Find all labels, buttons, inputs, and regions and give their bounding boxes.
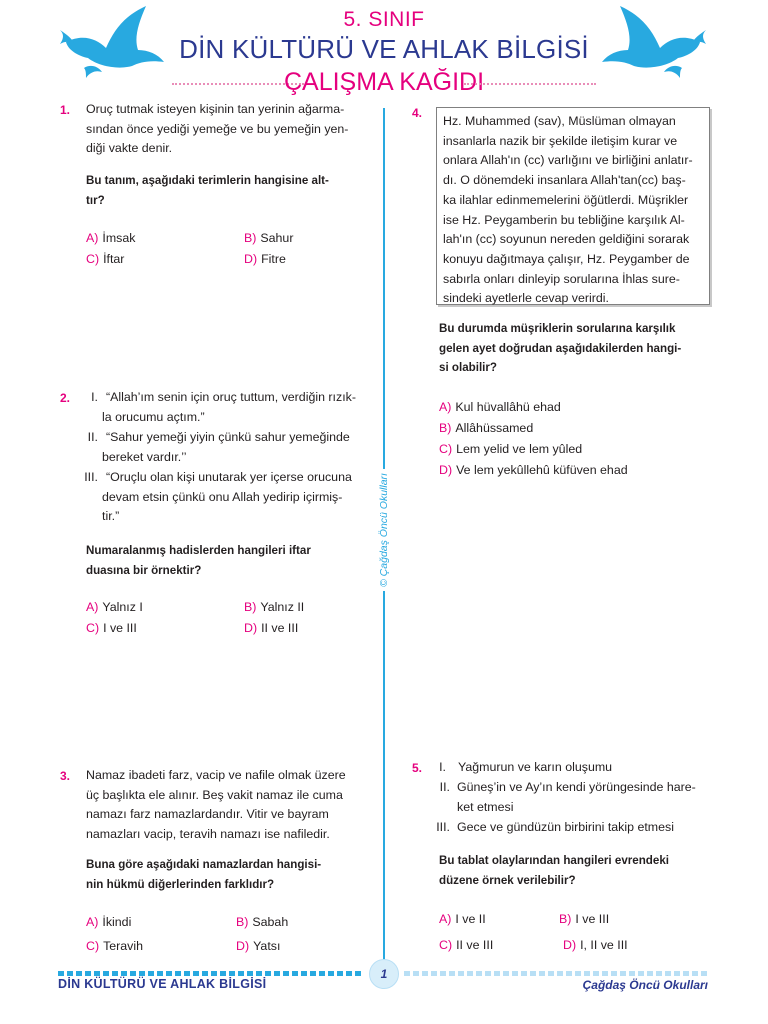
footer-subject: DİN KÜLTÜRÜ VE AHLAK BİLGİSİ — [58, 977, 267, 991]
stem-line: sından önce yediği yemeğe ve bu yemeğin yen- — [86, 121, 349, 136]
prompt-line: Buna göre aşağıdaki namazlardan hangisi- — [86, 858, 322, 871]
option-c[interactable]: C) İftar — [86, 252, 125, 266]
passage-line: sabırla onları dinleyip sorularına İhlas sure- — [443, 271, 680, 286]
option-d[interactable]: D) Ve lem yekûllehû küfüven ehad — [439, 463, 628, 477]
option-b[interactable]: B) Sabah — [236, 915, 289, 929]
option-b[interactable]: B) I ve III — [559, 912, 610, 926]
option-c[interactable]: C) Teravih — [86, 939, 144, 953]
statement-ii: II. Güneş’in ve Ay’ın kendi yörüngesinde hare- ket etmesi — [439, 780, 696, 814]
option-d[interactable]: D) Yatsı — [236, 939, 281, 953]
statement-i: I. Yağmurun ve karın oluşumu — [439, 760, 613, 774]
question-prompt — [439, 319, 711, 378]
option-a[interactable]: A) İmsak — [86, 231, 136, 245]
question-prompt — [439, 851, 711, 890]
option-b[interactable]: B) Allâhüssamed — [439, 421, 534, 435]
question-stem — [86, 766, 358, 844]
page-number: 1 — [369, 959, 399, 989]
copyright-note: © Çağdaş Öncü Okulları — [375, 469, 393, 591]
passage-box — [436, 107, 710, 305]
passage-line: ka ilahlar edinmemelerini öğütlerdi. Müşrikler — [443, 192, 689, 207]
passage-line: sindeki ayetlerle cevap verirdi. — [443, 291, 609, 306]
question-prompt — [86, 855, 358, 894]
prompt-line: düzene örnek verilebilir? — [439, 873, 576, 887]
stem-line: Oruç tutmak isteyen kişinin tan yerinin ağarma- — [86, 102, 345, 116]
stem-line: namazları vacip, teravih namazı ise nafiledir. — [86, 826, 330, 841]
question-number: 1. — [60, 103, 71, 117]
question-number: 3. — [60, 769, 71, 783]
statement-iii: III. “Oruçlu olan kişi unutarak yer içerse orucuna devam etsin çünkü onu Allah yedirip içirmiş- tir.” — [84, 470, 352, 523]
prompt-line: Numaralanmış hadislerden hangileri iftar — [86, 544, 311, 557]
option-a[interactable]: A) Kul hüvallâhü ehad — [439, 400, 561, 414]
stem-line: üç başlıkta ele alınır. Beş vakit namaz ile cuma — [86, 787, 343, 802]
question-stem — [86, 100, 358, 159]
option-c[interactable]: C) I ve III — [86, 621, 137, 635]
option-a[interactable]: A) İkindi — [86, 915, 132, 929]
passage-line: onlara Allah'ın (cc) varlığını ve birliğini anlatır- — [443, 153, 693, 168]
option-c[interactable]: C) II ve III — [439, 938, 494, 952]
passage-line: dı. O dönemdeki insanlara Allah'tan(cc) baş- — [443, 173, 686, 188]
stem-line: namazı farz namazlardandır. Vitir ve bayram — [86, 807, 329, 821]
option-c[interactable]: C) Lem yelid ve lem yûled — [439, 442, 583, 456]
question-number: 2. — [60, 391, 71, 405]
question-prompt — [86, 541, 358, 580]
passage-line: Hz. Muhammed (sav), Müslüman olmayan — [443, 114, 676, 128]
footer-school: Çağdaş Öncü Okulları — [582, 978, 708, 992]
prompt-line: Bu tablat olaylarından hangileri evrendeki — [439, 854, 670, 867]
question-number: 4. — [412, 106, 423, 120]
question-number: 5. — [412, 761, 423, 775]
option-b[interactable]: B) Sahur — [244, 231, 294, 245]
prompt-line: si olabilir? — [439, 361, 497, 374]
passage-line: ise Hz. Peygamberin bu tebliğine karşılık Al- — [443, 212, 685, 227]
passage-line: insanlarla nazik bir şekilde iletişim kurar ve — [443, 133, 678, 148]
option-a[interactable]: A) I ve II — [439, 912, 486, 926]
option-a[interactable]: A) Yalnız I — [86, 600, 143, 614]
passage-line: lah'ın (cc) soyunun nereden geldiğini sorarak — [443, 232, 690, 247]
prompt-line: tır? — [86, 193, 105, 207]
grade-title: 5. SINIF — [343, 8, 425, 31]
option-b[interactable]: B) Yalnız II — [244, 600, 305, 614]
stem-line: diği vakte denir. — [86, 141, 173, 155]
footer-dashed-rule-right — [404, 971, 710, 976]
worksheet-title: ÇALIŞMA KAĞIDI — [283, 68, 485, 96]
prompt-line: duasına bir örnektir? — [86, 563, 202, 577]
question-prompt — [86, 171, 358, 210]
subject-title: DİN KÜLTÜRÜ VE AHLAK BİLGİSİ — [179, 34, 589, 64]
passage-line: konuyu dağıtmaya çalışır, Hz. Peygamber de — [443, 251, 690, 266]
prompt-line: Bu tanım, aşağıdaki terimlerin hangisine alt- — [86, 174, 329, 187]
statement-ii: II. “Sahur yemeği yiyin çünkü sahur yemeğinde bereket vardır.’’ — [87, 430, 350, 464]
prompt-line: Bu durumda müşriklerin sorularına karşılık — [439, 322, 676, 335]
option-d[interactable]: D) I, II ve III — [563, 938, 628, 952]
option-d[interactable]: D) Fitre — [244, 252, 286, 266]
prompt-line: nin hükmü diğerlerinden farklıdır? — [86, 877, 275, 891]
statement-iii: III. Gece ve gündüzün birbirini takip etmesi — [436, 820, 674, 834]
statement-i: I. “Allah’ım senin için oruç tuttum, verdiğin rızık- la orucumu açtım.” — [91, 390, 356, 424]
header-dotted-rule-right — [464, 83, 596, 85]
stem-line: Namaz ibadeti farz, vacip ve nafile olmak üzere — [86, 768, 346, 782]
option-d[interactable]: D) II ve III — [244, 621, 299, 635]
prompt-line: gelen ayet doğrudan aşağıdakilerden hangi- — [439, 341, 682, 355]
footer-dashed-rule-left — [58, 971, 364, 976]
